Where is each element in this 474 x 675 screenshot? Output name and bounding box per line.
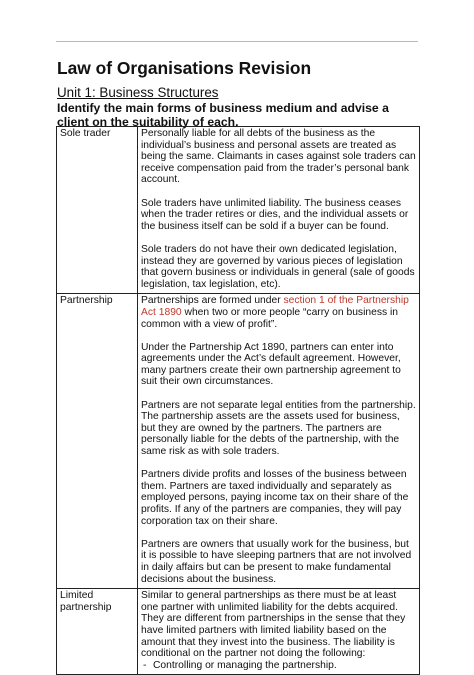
- legislation-reference: section 1 of the Partnership Act 1890: [141, 295, 409, 318]
- header-rule: [56, 41, 418, 42]
- sole-trader-paragraph-2: Sole traders have unlimited liability. The business ceases when the trader retires or dies, and the individual assets or the business itself can be sold if a buyer can be found.: [141, 197, 409, 232]
- partnership-paragraph-1: [141, 295, 416, 330]
- sole-trader-paragraph-3: Sole traders do not have their own dedicated legislation, instead they are governed by various pieces of legislation that govern business or individuals in general (sale of goods legislation, tax legislation, etc).: [141, 243, 415, 290]
- unit-heading: [57, 85, 219, 100]
- limited-partnership-conditions-list: [141, 660, 416, 672]
- row-label-partnership: Partnership: [57, 294, 138, 589]
- document-title: Law of Organisations Revision: [57, 58, 312, 78]
- list-item: [141, 660, 416, 672]
- row-label-limited-partnership: Limited partnership: [57, 589, 138, 675]
- partnership-p1-before: Partnerships are formed under: [141, 295, 284, 307]
- partnership-paragraph-3: Partners are not separate legal entities from the partnership. The partnership assets are the assets used for business, but they are owned by the partners. The partners are personally liable for the debts of the partnership, with the same risk as with sole traders.: [141, 399, 416, 458]
- bullet-dash: -: [143, 659, 147, 671]
- row-content-partnership: [138, 294, 420, 589]
- limited-partnership-paragraph: Similar to general partnerships as there must be at least one partner with unlimited liability for the debts acquired. They are different from partnerships in the sense that they have limited partners with limited liability based on the amount that they invest into the business. The liability is conditional on the partner not doing the following:: [141, 590, 406, 660]
- unit-heading-text: Unit 1: Business Structures: [57, 85, 219, 100]
- table-row-partnership: [57, 294, 420, 589]
- business-structures-table: [56, 126, 420, 675]
- partnership-paragraph-2: Under the Partnership Act 1890, partners can enter into agreements under the Act’s default agreement. However, many partners create their own partnership agreement to suit their own circumstances.: [141, 341, 401, 388]
- row-label-sole-trader: Sole trader: [57, 127, 138, 294]
- partnership-p1-after: when two or more people “carry on business in common with a view of profit”.: [141, 306, 398, 330]
- table-row-sole-trader: [57, 127, 420, 294]
- row-content-sole-trader: [138, 127, 420, 294]
- task-statement: Identify the main forms of business medium and advise a client on the suitability of each.: [57, 101, 389, 129]
- list-item-text: Controlling or managing the partnership.: [153, 659, 337, 671]
- sole-trader-paragraph-1: Personally liable for all debts of the business as the individual’s business and personal assets are treated as being the same. Claimants in cases against sole traders can receive compensation paid from the trader’s personal bank account.: [141, 128, 416, 186]
- partnership-paragraph-4: Partners divide profits and losses of the business between them. Partners are taxed individually and separately as employed persons, paying income tax on their share of the profits. If any of the partners are companies, they will pay corporation tax on their share.: [141, 469, 409, 527]
- row-content-limited-partnership: [138, 589, 420, 675]
- partnership-paragraph-5: Partners are owners that usually work for the business, but it is possible to have sleeping partners that are not involved in daily affairs but can be present to make fundamental decisions about the business.: [141, 538, 412, 585]
- table-row-limited-partnership: [57, 589, 420, 675]
